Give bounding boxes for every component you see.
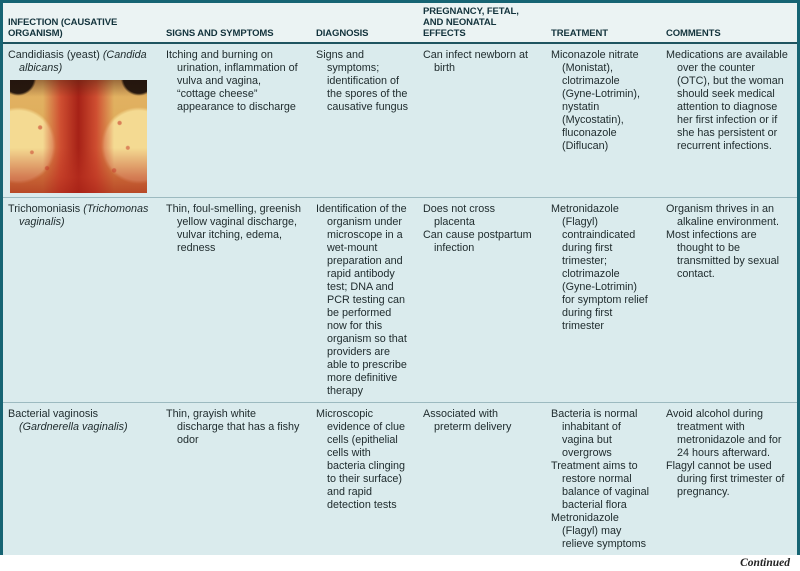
cell-paragraph: Associated with preterm delivery xyxy=(423,408,512,433)
cell-pregnancy-bacterial-vaginosis xyxy=(418,403,546,555)
cell-paragraph: Bacteria is normal inhabitant of vagina but overgrows xyxy=(551,408,638,459)
column-header-treatment: TREATMENT xyxy=(551,28,608,39)
cell-paragraph: Miconazole nitrate (Monistat), clotrimazole (Gyne-Lotrimin), nystatin (Mycostatin), fluconazole (Diflucan) xyxy=(551,49,640,152)
table-row-candidiasis xyxy=(3,44,797,198)
cell-diagnosis-candidiasis xyxy=(311,44,418,197)
cell-paragraph: Can cause postpartum infection xyxy=(423,229,532,254)
cell-paragraph: Treatment aims to restore normal balance of vaginal bacterial flora xyxy=(551,460,650,511)
cell-paragraph: Can infect newborn at birth xyxy=(423,49,529,74)
column-header-comments: COMMENTS xyxy=(666,28,721,39)
cell-treatment-candidiasis xyxy=(546,44,661,197)
cell-diagnosis-trichomoniasis xyxy=(311,198,418,402)
cell-paragraph: Organism thrives in an alkaline environment. xyxy=(666,203,780,228)
cell-paragraph: Flagyl cannot be used during first trimester of pregnancy. xyxy=(666,460,785,498)
cell-pregnancy-trichomoniasis xyxy=(418,198,546,402)
table-row-trichomoniasis xyxy=(3,198,797,403)
cell-signs-trichomoniasis xyxy=(161,198,311,402)
infection-name: Candidiasis (yeast) (Candida albicans) xyxy=(8,49,147,74)
table-header-row xyxy=(3,3,797,44)
cell-paragraph: Avoid alcohol during treatment with metronidazole and for 24 hours afterward. xyxy=(666,408,782,459)
cell-infection-bacterial-vaginosis xyxy=(3,403,161,555)
column-header-infection: INFECTION (CAUSATIVE ORGANISM) xyxy=(8,17,118,39)
cell-paragraph: Metronidazole (Flagyl) may relieve symptoms xyxy=(551,512,646,550)
cell-signs-candidiasis xyxy=(161,44,311,197)
cell-paragraph: Does not cross placenta xyxy=(423,203,496,228)
cell-paragraph: Identification of the organism under microscope in a wet-mount preparation and rapid antibody test; DNA and PCR testing can be performed now for this organism so that providers are able to prescribe more definitive therapy xyxy=(316,203,407,397)
cell-paragraph: Thin, grayish white discharge that has a fishy odor xyxy=(166,408,300,446)
cell-comments-candidiasis xyxy=(661,44,797,197)
cell-paragraph: Itching and burning on urination, inflammation of vulva and vagina, “cottage cheese” appearance to discharge xyxy=(166,49,298,113)
cell-comments-trichomoniasis xyxy=(661,198,797,402)
cell-paragraph: Signs and symptoms; identification of the spores of the causative fungus xyxy=(316,49,409,113)
table-row-bacterial-vaginosis xyxy=(3,403,797,555)
candidiasis-clinical-photo xyxy=(10,80,147,193)
column-header-diagnosis: DIAGNOSIS xyxy=(316,28,369,39)
cell-treatment-trichomoniasis xyxy=(546,198,661,402)
column-header-signs-symptoms: SIGNS AND SYMPTOMS xyxy=(166,28,274,39)
cell-treatment-bacterial-vaginosis xyxy=(546,403,661,555)
cell-diagnosis-bacterial-vaginosis xyxy=(311,403,418,555)
cell-paragraph: Most infections are thought to be transmitted by sexual contact. xyxy=(666,229,780,280)
cell-pregnancy-candidiasis xyxy=(418,44,546,197)
cell-paragraph: Thin, foul-smelling, greenish yellow vaginal discharge, vulvar itching, edema, redness xyxy=(166,203,302,254)
cell-infection-candidiasis xyxy=(3,44,161,197)
cell-infection-trichomoniasis xyxy=(3,198,161,402)
continued-label: Continued xyxy=(740,557,790,569)
table-footer xyxy=(0,555,800,571)
cell-comments-bacterial-vaginosis xyxy=(661,403,797,555)
infection-name: Bacterial vaginosis (Gardnerella vaginalis) xyxy=(8,408,128,433)
cell-signs-bacterial-vaginosis xyxy=(161,403,311,555)
cell-paragraph: Medications are available over the counter (OTC), but the woman should seek medical attention to diagnose her first infection or if she has persistent or recurrent infections. xyxy=(666,49,788,152)
column-header-pregnancy-effects: PREGNANCY, FETAL, AND NEONATAL EFFECTS xyxy=(423,6,519,39)
cell-paragraph: Microscopic evidence of clue cells (epithelial cells with bacteria clinging to their surface) and rapid detection tests xyxy=(316,408,406,511)
infection-name: Trichomoniasis (Trichomonas vaginalis) xyxy=(8,203,149,228)
cell-paragraph: Metronidazole (Flagyl) contraindicated during first trimester; clotrimazole (Gyne-Lotrimin) for symptom relief during first trimester xyxy=(551,203,648,332)
